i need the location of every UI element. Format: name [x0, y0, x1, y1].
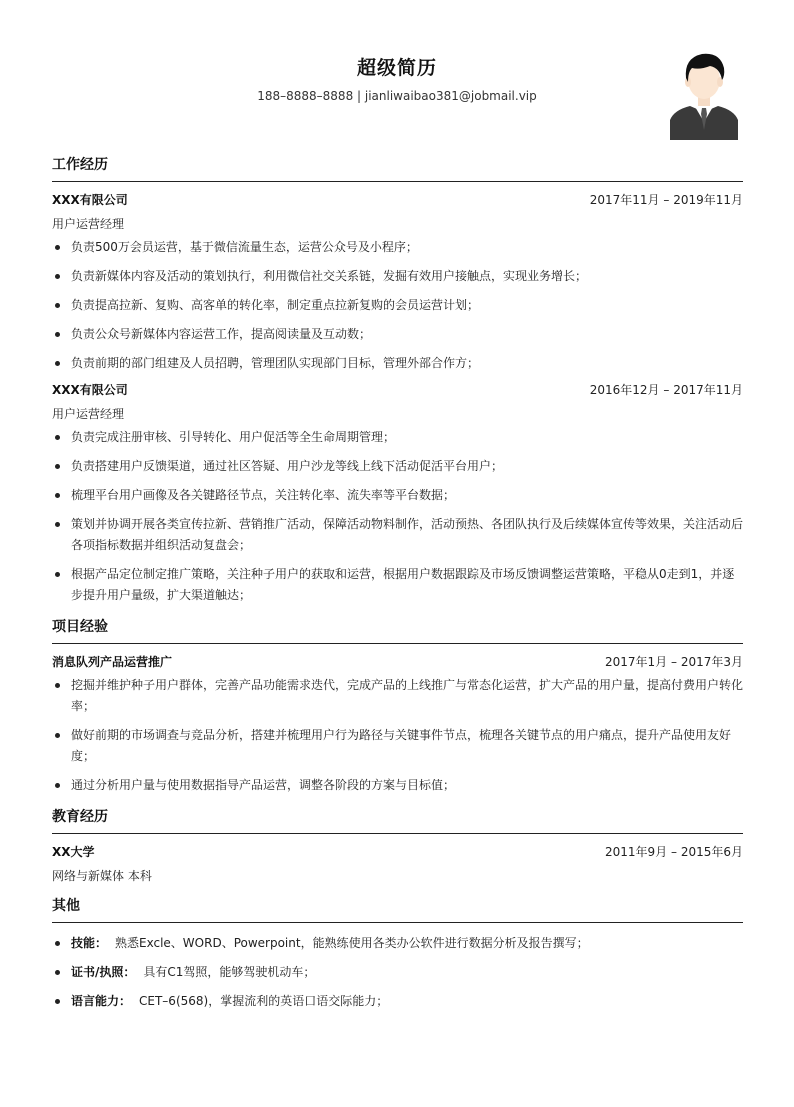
bullet-item: 策划并协调开展各类宣传拉新、营销推广活动，保障活动物料制作，活动预热、各团队执行及后续媒体宣传等效果，关注活动后各项指标数据并组织活动复盘会； [52, 514, 743, 556]
education-section [52, 806, 743, 885]
other-item-language [52, 991, 743, 1012]
bullet-item: 负责公众号新媒体内容运营工作，提高阅读量及互动数； [52, 324, 743, 345]
other-text: 熟悉Excle、WORD、Powerpoint，能熟练使用各类办公软件进行数据分析及报告撰写； [115, 936, 589, 950]
project-entry [52, 654, 743, 796]
other-section [52, 895, 743, 1012]
bullet-item: 负责提高拉新、复购、高客单的转化率，制定重点拉新复购的会员运营计划； [52, 295, 743, 316]
bullet-item: 负责新媒体内容及活动的策划执行，利用微信社交关系链，发掘有效用户接触点，实现业务增长； [52, 266, 743, 287]
resume-content [52, 154, 743, 1022]
work-section [52, 154, 743, 606]
education-entry [52, 844, 743, 885]
section-title-work: 工作经历 [52, 154, 743, 182]
date-range: 2016年12月 – 2017年11月 [589, 383, 743, 397]
other-text: 具有C1驾照，能够驾驶机动车； [143, 965, 316, 979]
bullet-list [52, 675, 743, 796]
bullet-list [52, 427, 743, 606]
entry-header [52, 192, 743, 209]
other-item-certificates [52, 962, 743, 983]
avatar [670, 48, 738, 140]
section-title-other: 其他 [52, 895, 743, 923]
bullet-item: 做好前期的市场调查与竞品分析，搭建并梳理用户行为路径与关键事件节点，梳理各关键节点的用户痛点，提升产品使用友好度； [52, 725, 743, 767]
bullet-item: 负责搭建用户反馈渠道，通过社区答疑、用户沙龙等线上线下活动促活平台用户； [52, 456, 743, 477]
other-label: 技能： [71, 936, 108, 950]
project-section [52, 616, 743, 796]
other-label: 证书/执照： [71, 965, 136, 979]
project-name: 消息队列产品运营推广 [52, 655, 173, 669]
bullet-item: 负责前期的部门组建及人员招聘，管理团队实现部门目标，管理外部合作方； [52, 353, 743, 374]
date-range: 2017年1月 – 2017年3月 [605, 655, 743, 669]
other-label: 语言能力： [71, 994, 132, 1008]
other-text: CET–6(568)，掌握流利的英语口语交际能力； [139, 994, 389, 1008]
bullet-list [52, 237, 743, 374]
bullet-item: 梳理平台用户画像及各关键路径节点，关注转化率、流失率等平台数据； [52, 485, 743, 506]
bullet-item: 根据产品定位制定推广策略，关注种子用户的获取和运营，根据用户数据跟踪及市场反馈调整运营策略，平稳从0走到1，并逐步提升用户量级，扩大渠道触达； [52, 564, 743, 606]
school-name: XX大学 [52, 845, 95, 859]
entry-header [52, 844, 743, 861]
section-title-education: 教育经历 [52, 806, 743, 834]
resume-name: 超级简历 [356, 57, 437, 79]
job-title: 用户运营经理 [52, 217, 125, 231]
contact-line: 188–8888–8888 | jianliwaibao381@jobmail.vip [257, 89, 537, 103]
entry-header [52, 654, 743, 671]
bullet-list [52, 933, 743, 1012]
work-entry [52, 192, 743, 374]
bullet-item: 负责500万会员运营，基于微信流量生态，运营公众号及小程序； [52, 237, 743, 258]
company-name: XXX有限公司 [52, 383, 128, 397]
date-range: 2011年9月 – 2015年6月 [605, 845, 743, 859]
other-item-skills [52, 933, 743, 954]
degree: 网络与新媒体 本科 [52, 869, 152, 883]
date-range: 2017年11月 – 2019年11月 [589, 193, 743, 207]
entry-header [52, 382, 743, 399]
bullet-item: 挖掘并维护种子用户群体，完善产品功能需求迭代，完成产品的上线推广与常态化运营，扩大产品的用户量，提高付费用户转化率； [52, 675, 743, 717]
section-title-project: 项目经验 [52, 616, 743, 644]
bullet-item: 通过分析用户量与使用数据指导产品运营，调整各阶段的方案与目标值； [52, 775, 743, 796]
work-entry [52, 382, 743, 606]
company-name: XXX有限公司 [52, 193, 128, 207]
job-title: 用户运营经理 [52, 407, 125, 421]
bullet-item: 负责完成注册审核、引导转化、用户促活等全生命周期管理； [52, 427, 743, 448]
